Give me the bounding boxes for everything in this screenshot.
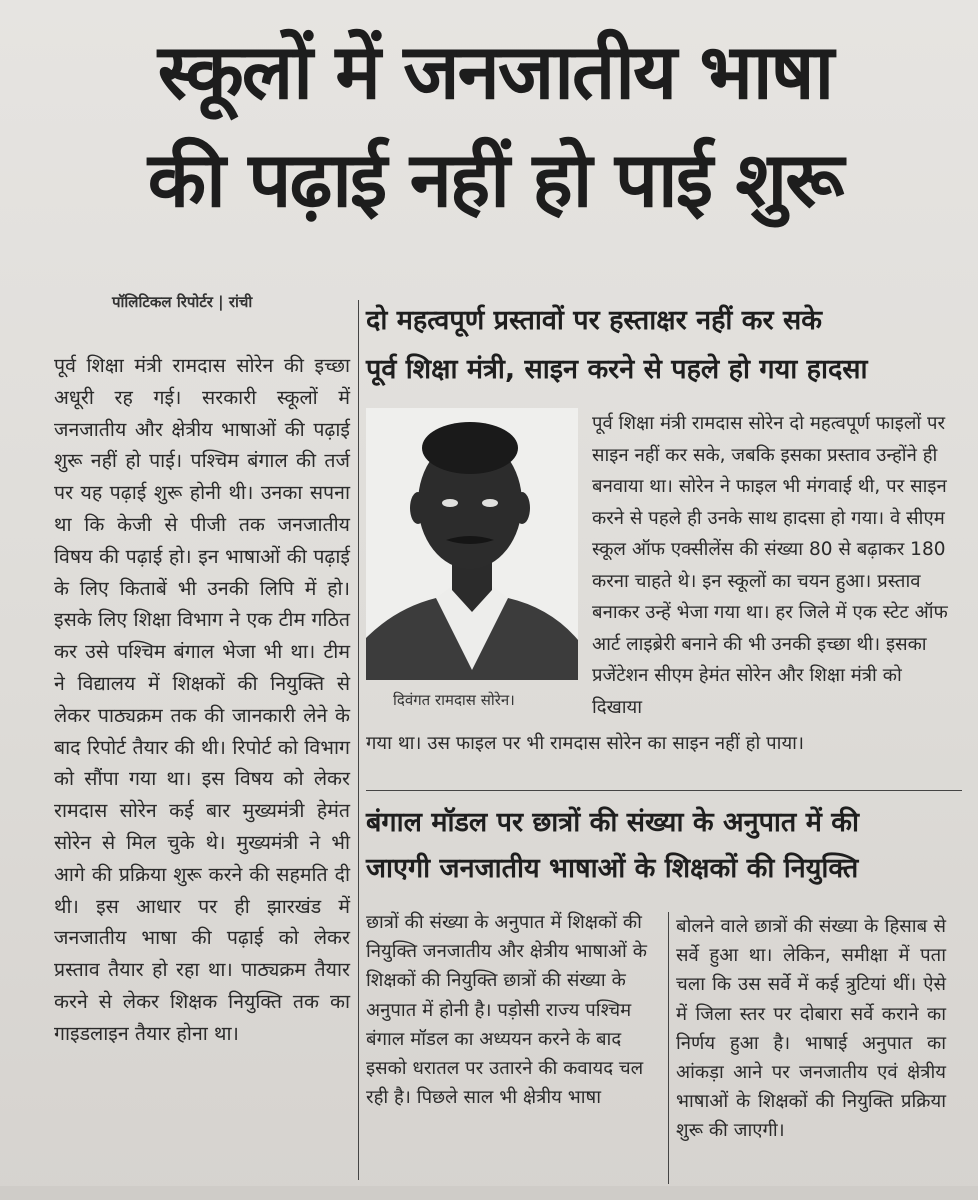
subheading-bengal-line-1: बंगाल मॉडल पर छात्रों की संख्या के अनुपात में की (366, 807, 859, 838)
main-article-text: पूर्व शिक्षा मंत्री रामदास सोरेन की इच्छा अधूरी रह गई। सरकारी स्कूलों में जनजातीय और क्षेत्रीय भाषाओं की पढ़ाई शुरू नहीं हो पाई। पश्चिम बंगाल की तर्ज पर यह पढ़ाई शुरू होनी थी। उनका सपना था कि केजी से पीजी तक जनजातीय विषय की पढ़ाई हो। इन भाषाओं की पढ़ाई के लिए किताबें भी उनकी लिपि में हो। इसके लिए शिक्षा विभाग ने एक टीम गठित कर उसे पश्चिम बंगाल भेजा भी था। टीम ने विद्यालय में शिक्षकों की नियुक्ति से लेकर पाठ्यक्रम तक की जानकारी लेने के बाद रिपोर्ट तैयार की थी। रिपोर्ट को विभाग को सौंपा गया था। इस विषय को लेकर रामदास सोरेन कई बार मुख्यमंत्री हेमंत सोरेन से मिल चुके थे। मुख्यमंत्री ने भी आगे की प्रक्रिया शुरू करने की सहमति दी थी। इस आधार पर ही झारखंड में जनजातीय भाषा की पढ़ाई को लेकर प्रस्ताव तैयार हो रहा था। पाठ्यक्रम तैयार करने से लेकर शिक्षक नियुक्ति तक का गाइडलाइन तैयार होना था। (54, 354, 350, 1045)
signature-text-top: पूर्व शिक्षा मंत्री रामदास सोरेन दो महत्वपूर्ण फाइलों पर साइन नहीं कर सके, जबकि इसका प्रस्ताव उन्होंने ही बनवाया था। सोरेन ने फाइल भी मंगवाई थी, पर साइन करने से पहले ही उनके साथ हादसा हो गया। वे सीएम स्कूल ऑफ एक्सीलेंस की संख्या 80 से बढ़ाकर 180 करना चाहते थे। इन स्कूलों का चयन हुआ। प्रस्ताव बनाकर उन्हें भेजा गया था। हर जिले में एक स्टेट ऑफ आर्ट लाइब्रेरी बनाने की भी उनकी इच्छा थी। इसका प्रजेंटेशन सीएम हेमंत सोरेन और शिक्षा मंत्री को दिखाया (592, 413, 948, 718)
signature-text-bottom: गया था। उस फाइल पर भी रामदास सोरेन का साइन नहीं हो पाया। (366, 733, 804, 754)
subheading-signature-line-2: पूर्व शिक्षा मंत्री, साइन करने से पहले हो गया हादसा (366, 354, 868, 385)
headline-line-2: की पढ़ाई नहीं हो पाई शुरू (147, 135, 843, 224)
subheading-signature-line-1: दो महत्वपूर्ण प्रस्तावों पर हस्ताक्षर नहीं कर सके (366, 305, 822, 336)
byline: पॉलिटिकल रिपोर्टर | रांची (112, 293, 253, 311)
photo-caption: दिवंगत रामदास सोरेन। (393, 691, 515, 709)
next-article-edge (0, 1186, 978, 1200)
bengal-text-column-1: छात्रों की संख्या के अनुपात में शिक्षकों की नियुक्ति जनजातीय और क्षेत्रीय भाषाओं के शिक्षकों की नियुक्ति छात्रों की संख्या के अनुपात में होनी है। पड़ोसी राज्य पश्चिम बंगाल मॉडल का अध्ययन करने के बाद इसको धरातल पर उतारने की कवायद चल रही है। पिछले साल भी क्षेत्रीय भाषा (366, 912, 647, 1109)
subheading-bengal-model (366, 800, 966, 892)
bengal-text-column-2: बोलने वाले छात्रों की संख्या के हिसाब से सर्वे हुआ था। लेकिन, समीक्षा में पता चला कि उस सर्वे में कई त्रुटियां थीं। ऐसे में जिला स्तर पर दोबारा सर्वे कराने का निर्णय हुआ है। भाषाई अनुपात का आंकड़ा आने पर जनजातीय एवं क्षेत्रीय भाषाओं के शिक्षकों की नियुक्ति प्रक्रिया शुरू की जाएगी। (676, 916, 946, 1142)
headline (40, 18, 950, 234)
subheading-bengal-line-2: जाएगी जनजातीय भाषाओं के शिक्षकों की नियुक्ति (366, 853, 859, 884)
column-divider-bottom (668, 912, 669, 1184)
subheading-signature (366, 296, 966, 394)
column-divider-left (358, 300, 359, 1180)
section-divider (366, 790, 962, 791)
portrait-photo (366, 408, 578, 680)
headline-line-1: स्कूलों में जनजातीय भाषा (157, 27, 833, 116)
portrait-image (366, 408, 578, 680)
